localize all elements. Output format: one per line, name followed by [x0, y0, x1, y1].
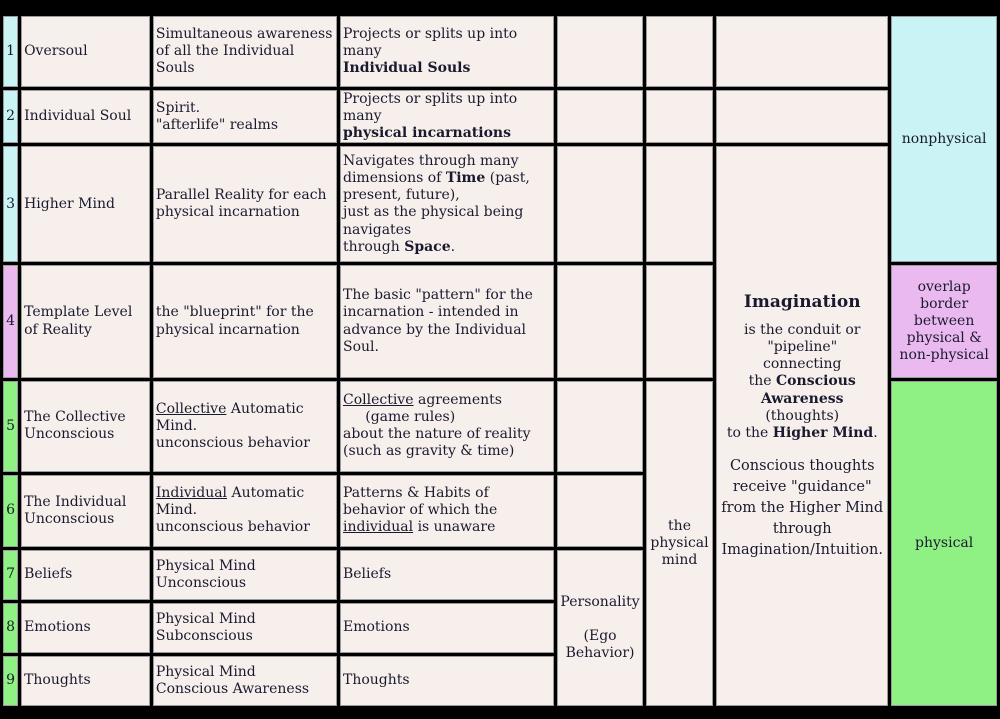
row-number: 9: [3, 656, 18, 706]
level-name: Template Level of Reality: [21, 265, 150, 377]
empty-cell: [716, 90, 888, 143]
row-number: 2: [3, 90, 18, 143]
row-number: 7: [3, 550, 18, 600]
level-description: Simultaneous awareness of all the Individual Souls: [153, 16, 337, 87]
row-number: 5: [3, 381, 18, 472]
level-description: Collective Automatic Mind. unconscious behavior: [153, 381, 337, 472]
level-description: Physical Mind Conscious Awareness: [153, 656, 337, 706]
level-action: Beliefs: [340, 550, 554, 600]
level-action: Collective agreements (game rules) about the nature of reality (such as gravity & time): [340, 381, 554, 472]
level-name: Oversoul: [21, 16, 150, 87]
row-number: 4: [3, 265, 18, 377]
level-action: Navigates through many dimensions of Time (past, present, future), just as the physical being navigates through Space.: [340, 146, 554, 262]
overlap-cell: overlap border between physical & non-physical: [891, 265, 997, 377]
table-frame: [0, 13, 1000, 709]
level-description: Parallel Reality for each physical incarnation: [153, 146, 337, 262]
table-row: [3, 146, 997, 262]
level-name: Emotions: [21, 603, 150, 653]
nonphysical-cell: nonphysical: [891, 16, 997, 262]
consciousness-levels-table: [0, 13, 1000, 709]
row-number: 3: [3, 146, 18, 262]
level-action: Thoughts: [340, 656, 554, 706]
level-name: Beliefs: [21, 550, 150, 600]
empty-cell: [716, 16, 888, 87]
level-action: The basic "pattern" for the incarnation - intended in advance by the Individual Soul.: [340, 265, 554, 377]
empty-cell: [646, 146, 713, 262]
level-name: Thoughts: [21, 656, 150, 706]
empty-cell: [557, 475, 643, 547]
level-action: Projects or splits up into many Individual Souls: [340, 16, 554, 87]
level-description: the "blueprint" for the physical incarnation: [153, 265, 337, 377]
level-description: Physical Mind Subconscious: [153, 603, 337, 653]
level-action: Projects or splits up into many physical incarnations: [340, 90, 554, 143]
table-row: [3, 90, 997, 143]
level-name: The Collective Unconscious: [21, 381, 150, 472]
level-description: Individual Automatic Mind. unconscious behavior: [153, 475, 337, 547]
level-action: Emotions: [340, 603, 554, 653]
level-description: Physical Mind Unconscious: [153, 550, 337, 600]
level-name: Higher Mind: [21, 146, 150, 262]
level-name: Individual Soul: [21, 90, 150, 143]
personality-cell: Personality (Ego Behavior): [557, 550, 643, 706]
level-name: The Individual Unconscious: [21, 475, 150, 547]
physical-mind-cell: the physical mind: [646, 381, 713, 706]
empty-cell: [557, 265, 643, 377]
physical-cell: physical: [891, 381, 997, 706]
empty-cell: [646, 90, 713, 143]
imagination-cell: Imagination is the conduit or "pipeline" connecting the Conscious Awareness (thoughts) to the Higher Mind. Conscious thoughts receive "guidance" from the Higher Mind through Imagination/Intuition.: [716, 146, 888, 706]
empty-cell: [646, 265, 713, 377]
empty-cell: [557, 146, 643, 262]
empty-cell: [557, 90, 643, 143]
empty-cell: [557, 381, 643, 472]
imagination-title: Imagination: [743, 291, 861, 312]
imagination-body: Conscious thoughts receive "guidance" from the Higher Mind through Imagination/Intuition.: [721, 457, 884, 558]
level-action: Patterns & Habits of behavior of which the individual is unaware: [340, 475, 554, 547]
empty-cell: [646, 16, 713, 87]
row-number: 8: [3, 603, 18, 653]
empty-cell: [557, 16, 643, 87]
row-number: 6: [3, 475, 18, 547]
table-row: [3, 16, 997, 87]
level-description: Spirit. "afterlife" realms: [153, 90, 337, 143]
row-number: 1: [3, 16, 18, 87]
